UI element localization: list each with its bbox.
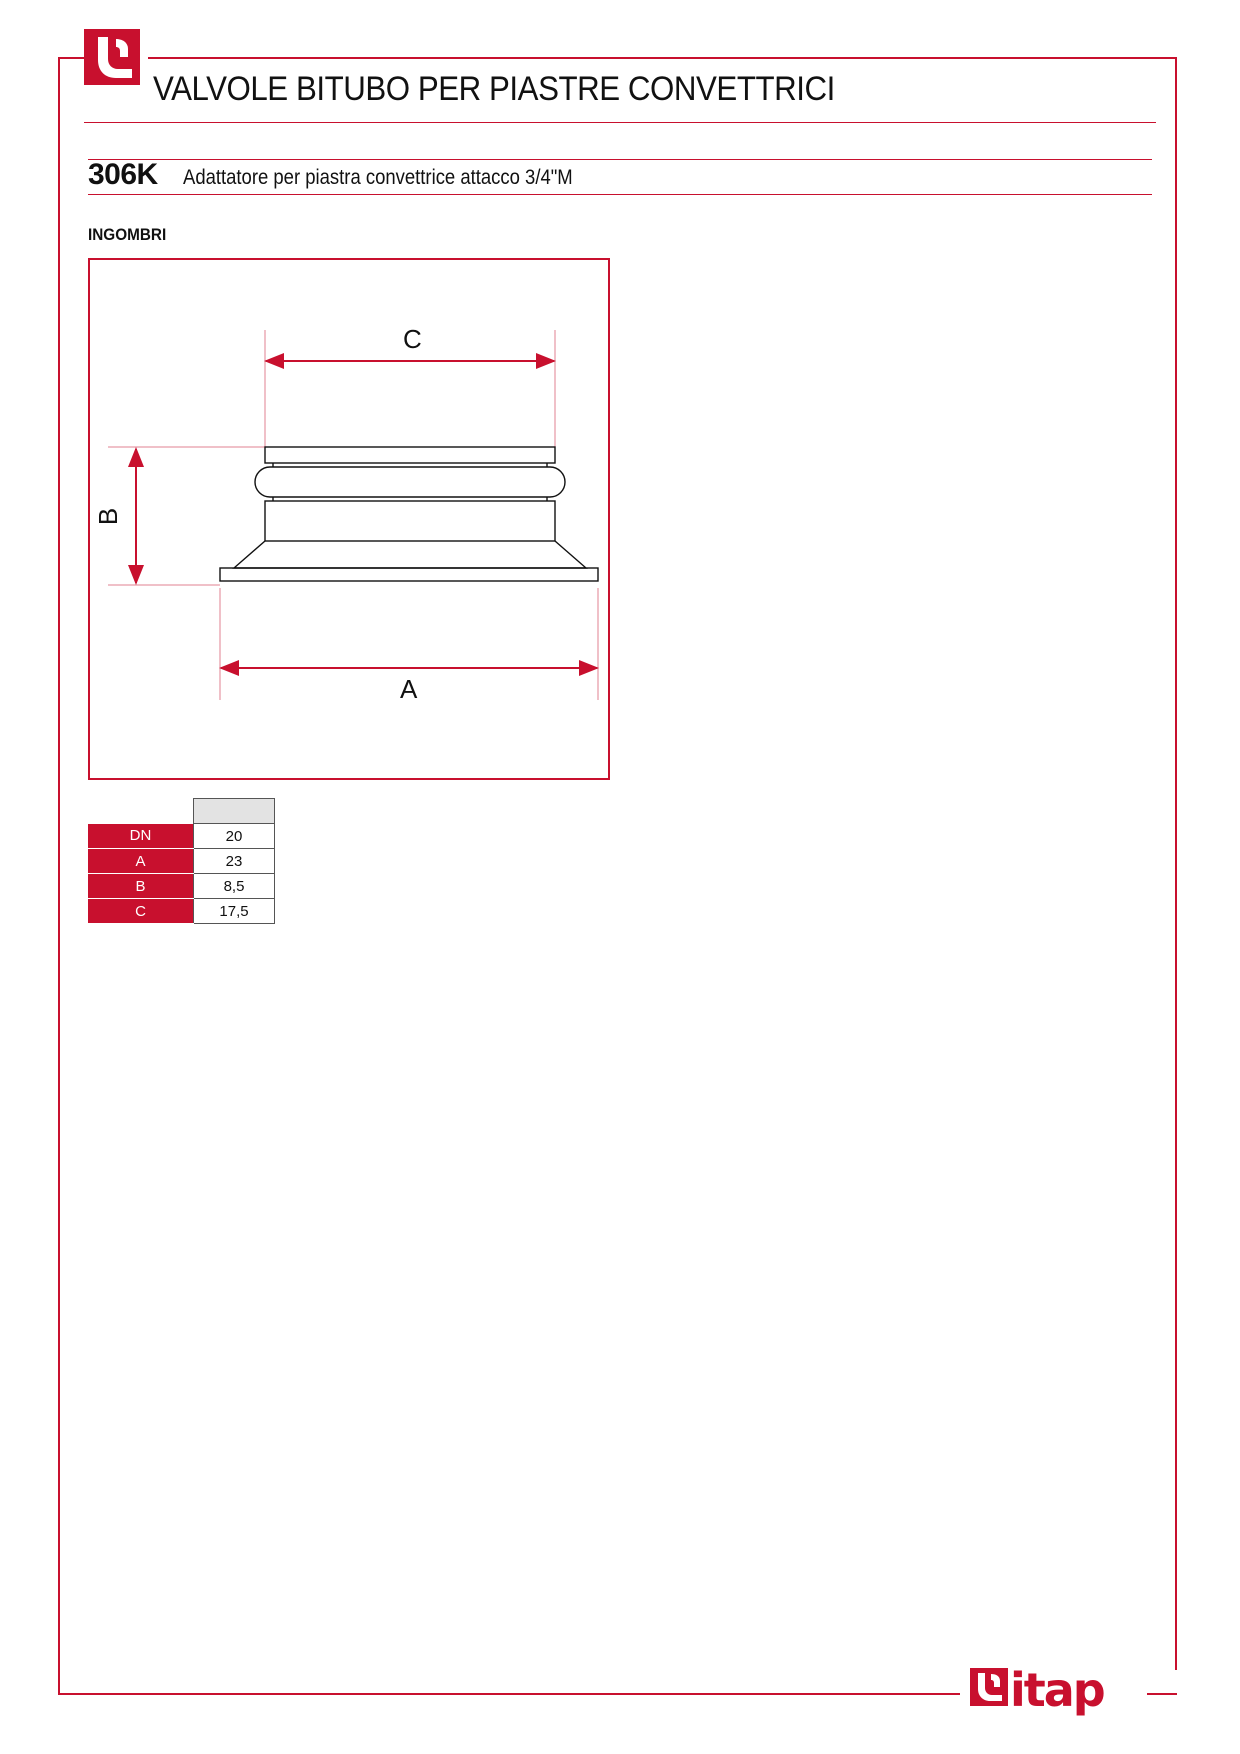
page-title: VALVOLE BITUBO PER PIASTRE CONVETTRICI: [153, 70, 835, 108]
dimensions-table: [88, 798, 275, 924]
row-value: 23: [194, 849, 275, 874]
product-rule-top: [88, 159, 1152, 160]
svg-text:itap: itap: [1010, 1663, 1104, 1717]
row-value: 8,5: [194, 874, 275, 899]
table-row: [88, 899, 275, 924]
row-label: B: [88, 874, 194, 899]
row-label: C: [88, 899, 194, 924]
frame-left: [58, 57, 60, 1695]
row-value: 20: [194, 824, 275, 849]
brand-logo-mark: [84, 29, 140, 85]
table-header-cell: [194, 799, 275, 824]
dimension-label-a: A: [400, 674, 418, 704]
frame-bottom: [58, 1693, 960, 1695]
product-code: 306K: [88, 158, 158, 191]
table-row: [88, 824, 275, 849]
extension-lines: [108, 330, 598, 700]
section-title: INGOMBRI: [88, 225, 167, 244]
frame-top-right: [148, 57, 1177, 59]
dimension-label-b: B: [93, 507, 124, 526]
brand-logo: [968, 1660, 1143, 1735]
table-row: [88, 874, 275, 899]
frame-right: [1175, 57, 1177, 1670]
dimension-label-c: C: [403, 324, 422, 354]
row-label: DN: [88, 824, 194, 849]
row-value: 17,5: [194, 899, 275, 924]
adapter-outline: [220, 447, 598, 581]
adapter-drawing-svg: [90, 260, 608, 778]
dimension-drawing: [88, 258, 610, 780]
title-underline: [84, 122, 1156, 123]
table-row: [88, 849, 275, 874]
product-description: Adattatore per piastra convettrice attacco 3/4"M: [183, 166, 573, 189]
table-header-blank: [88, 799, 194, 824]
product-rule-bottom: [88, 194, 1152, 195]
row-label: A: [88, 849, 194, 874]
frame-top-left: [58, 57, 84, 59]
frame-bottom-right: [1147, 1693, 1177, 1695]
table-header-row: [88, 799, 275, 824]
